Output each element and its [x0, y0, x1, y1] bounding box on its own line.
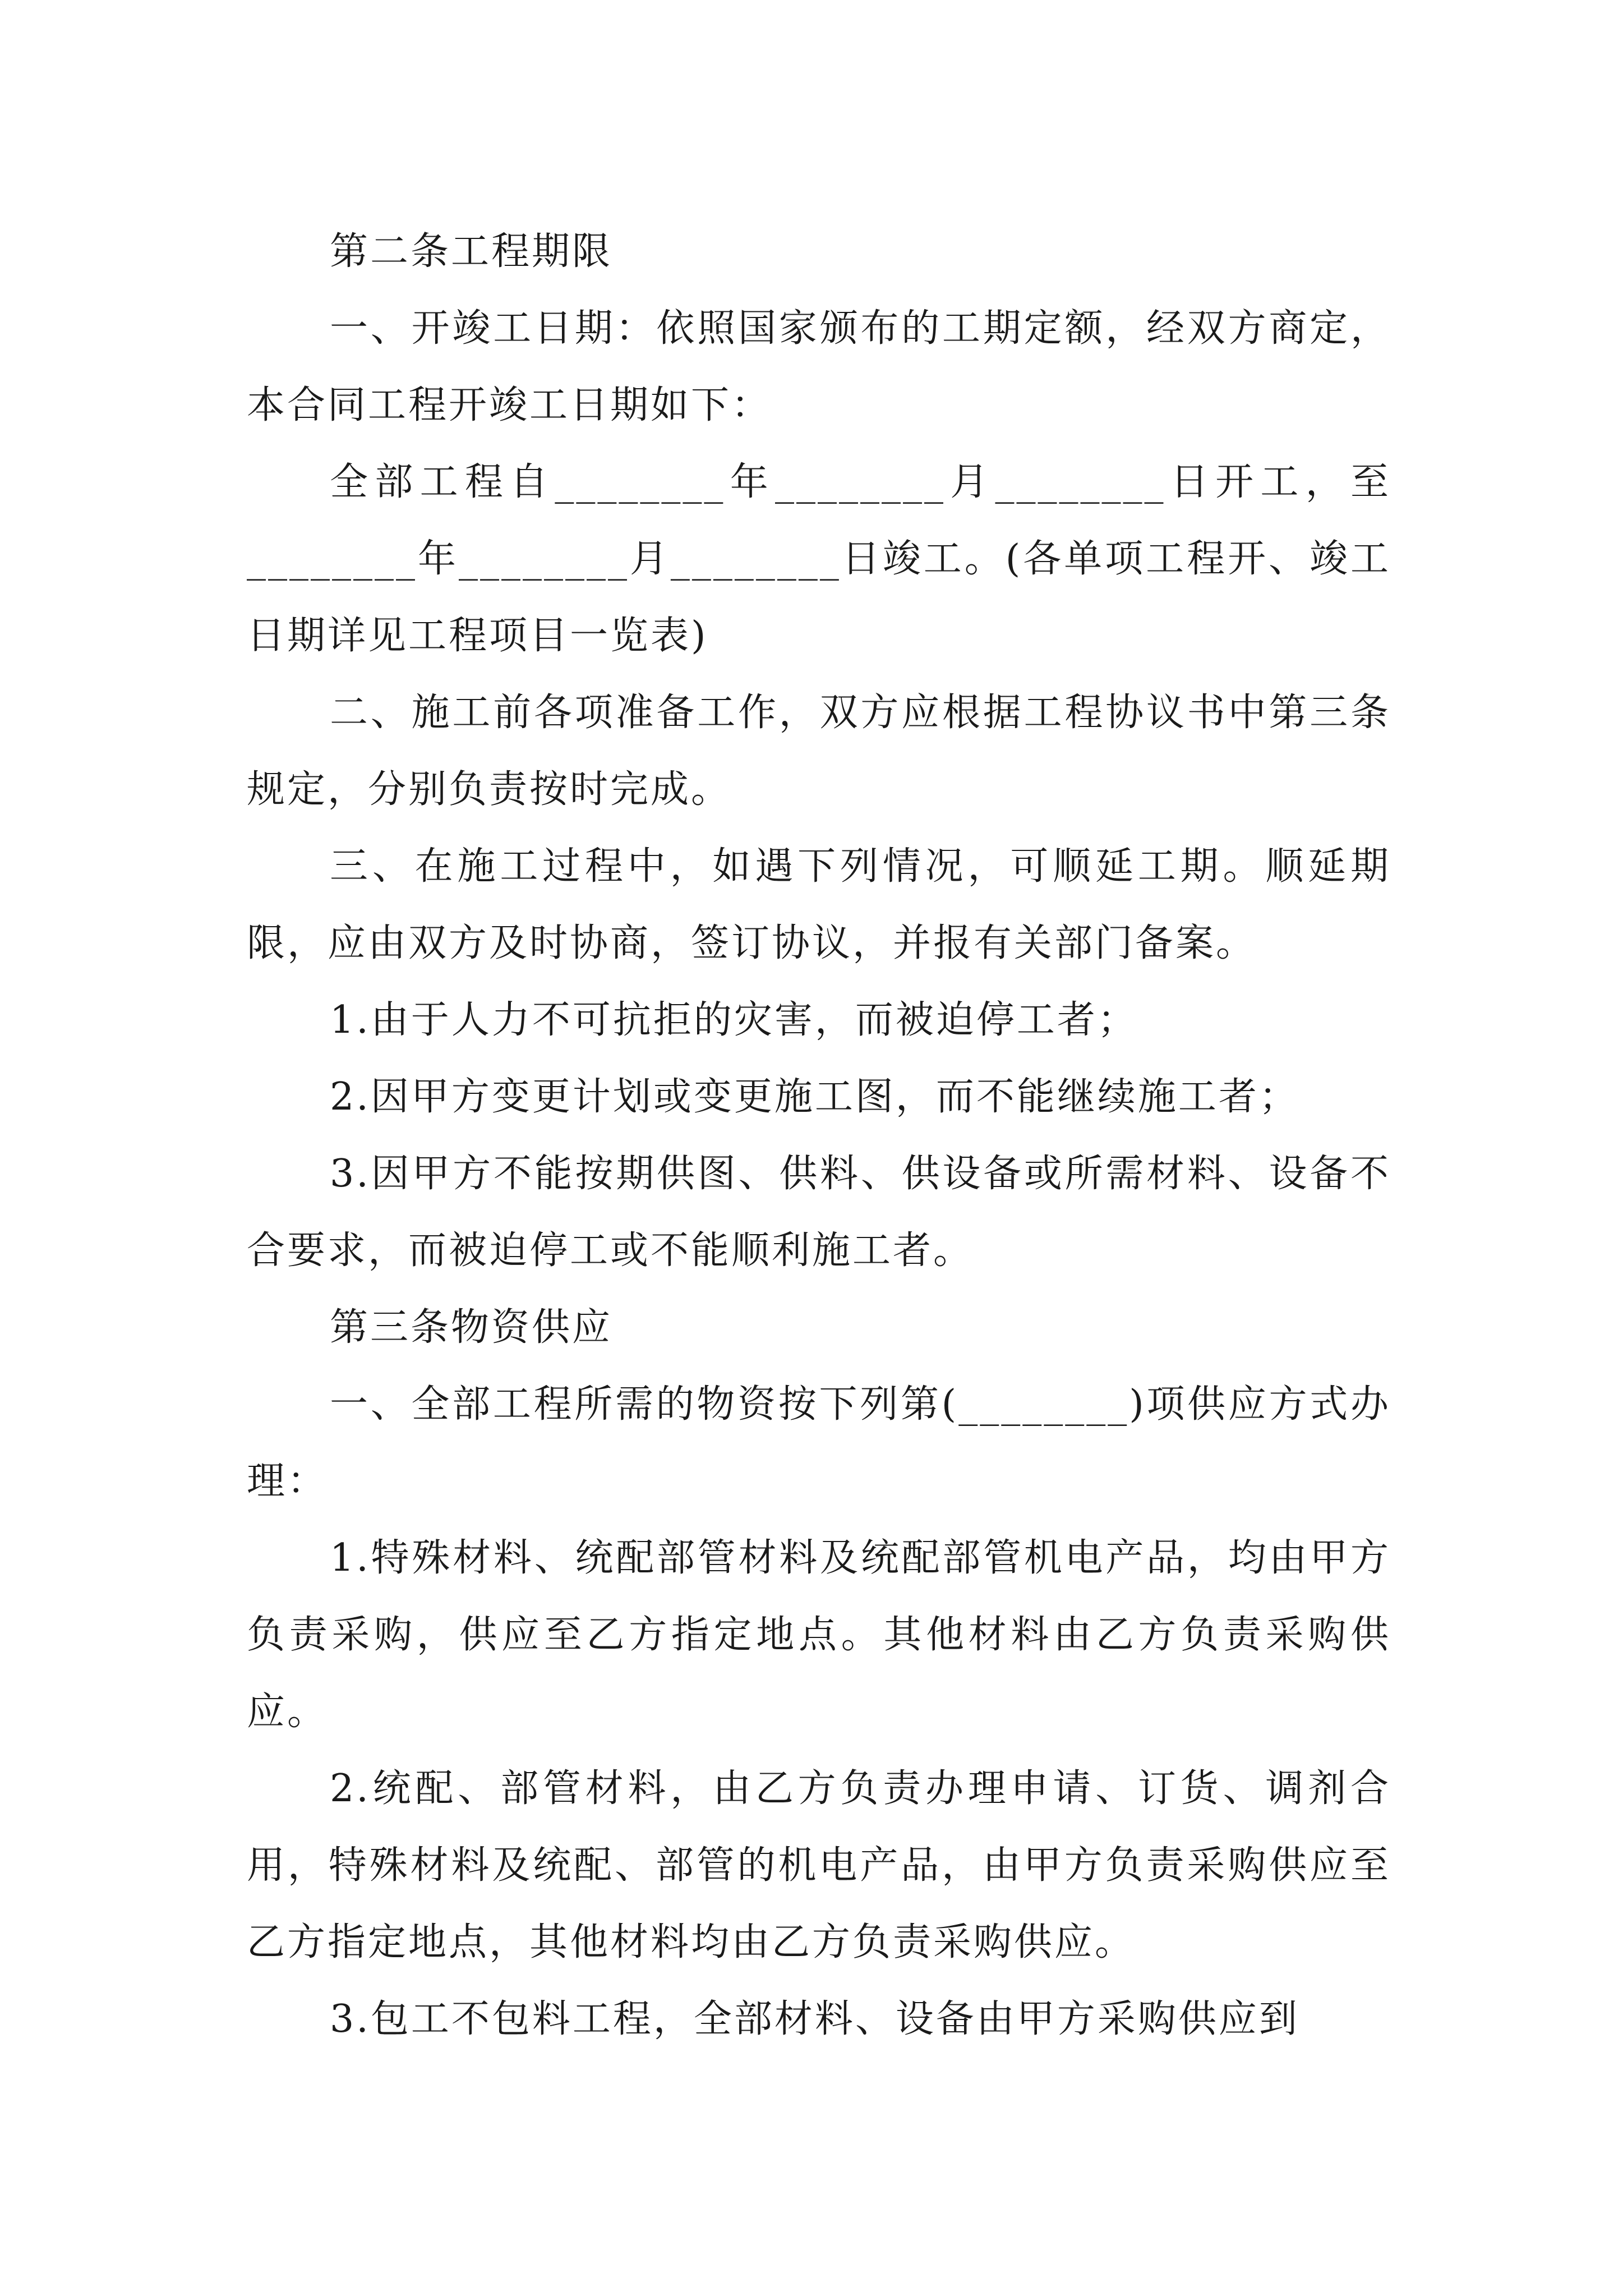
- paragraph: 三、在施工过程中，如遇下列情况，可顺延工期。顺延期限，应由双方及时协商，签订协议，并报有关部门备案。: [247, 844, 1391, 965]
- list-item: 1.由于人力不可抗拒的灾害，而被迫停工者；: [330, 998, 1138, 1042]
- section-heading: 第三条物资供应: [330, 1305, 613, 1350]
- paragraph: 二、施工前各项准备工作，双方应根据工程协议书中第三条规定，分别负责按时完成。: [247, 691, 1391, 812]
- list-item: 2.因甲方变更计划或变更施工图，而不能继续施工者；: [330, 1075, 1299, 1119]
- paragraph: 全部工程自________年________月________日开工，至________年________月________日竣工。(各单项工程开、竣工日期详见工程项目一览表): [247, 460, 1391, 658]
- list-item: 2.统配、部管材料，由乙方负责办理申请、订货、调剂合用，特殊材料及统配、部管的机电产品，由甲方负责采购供应至乙方指定地点，其他材料均由乙方负责采购供应。: [247, 1766, 1391, 1964]
- paragraph: 一、开竣工日期：依照国家颁布的工期定额，经双方商定，本合同工程开竣工日期如下：: [247, 306, 1391, 427]
- list-item: 3.包工不包料工程，全部材料、设备由甲方采购供应到: [330, 1997, 1299, 2041]
- paragraph: 一、全部工程所需的物资按下列第(________)项供应方式办理：: [247, 1382, 1391, 1503]
- document-body: [247, 213, 1391, 2058]
- list-item: 3.因甲方不能按期供图、供料、供设备或所需材料、设备不合要求，而被迫停工或不能顺利施工者。: [247, 1152, 1391, 1273]
- list-item: 1.特殊材料、统配部管材料及统配部管机电产品，均由甲方负责采购，供应至乙方指定地点。其他材料由乙方负责采购供应。: [247, 1536, 1391, 1734]
- section-heading: 第二条工程期限: [330, 229, 613, 274]
